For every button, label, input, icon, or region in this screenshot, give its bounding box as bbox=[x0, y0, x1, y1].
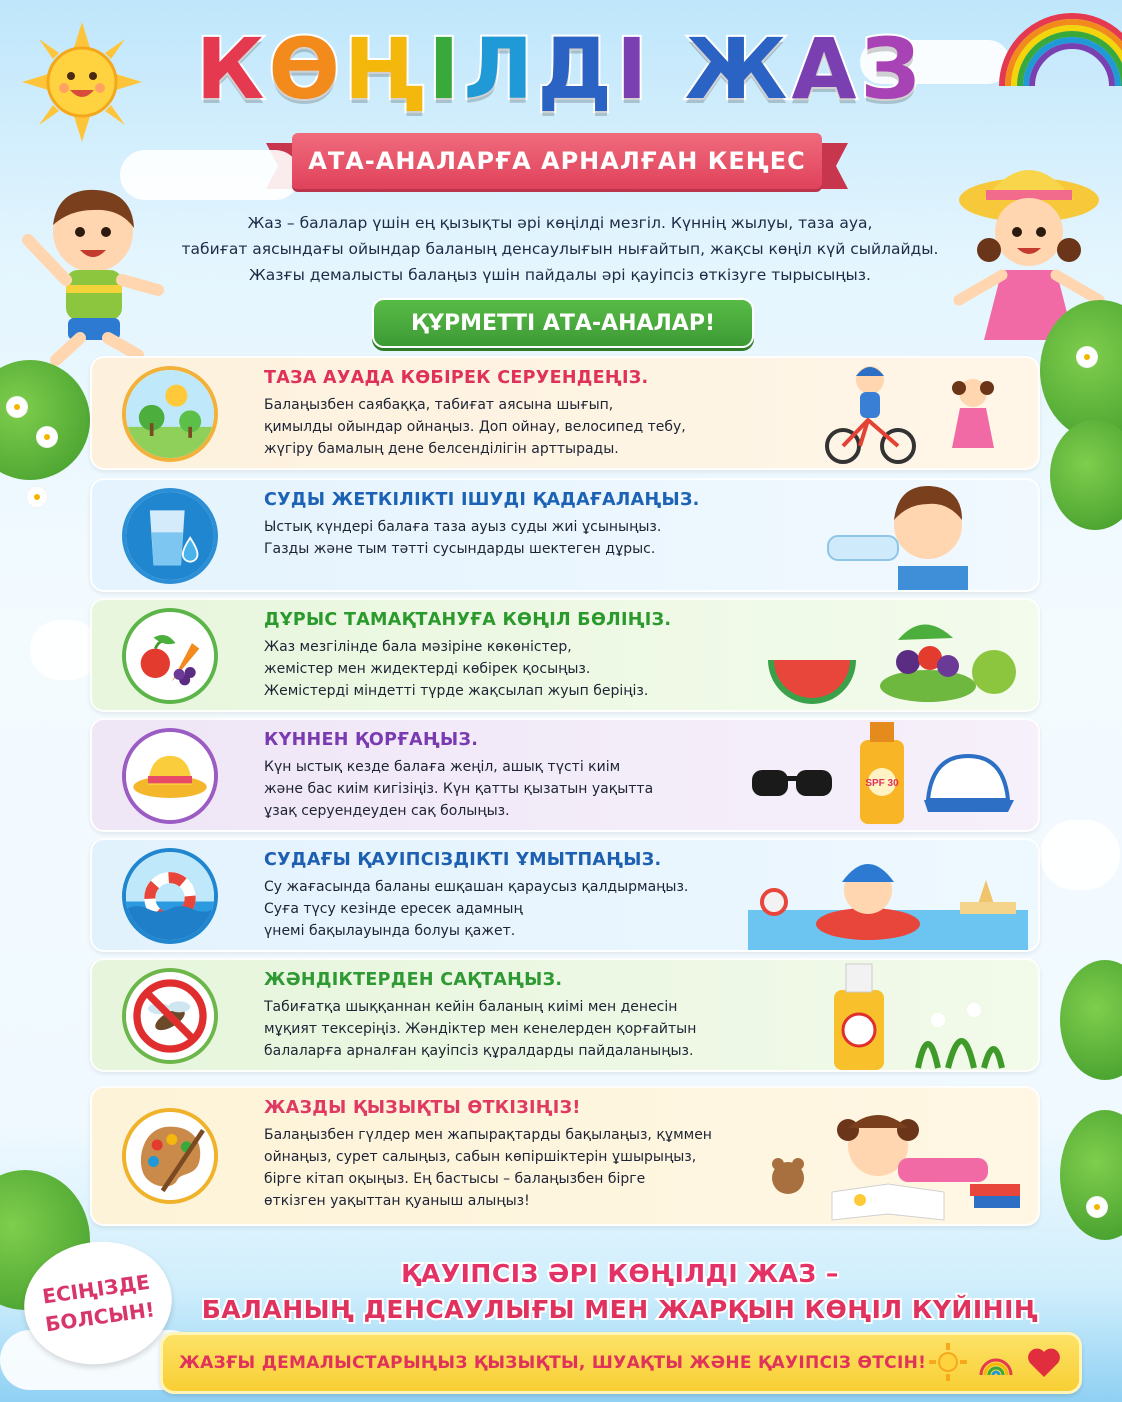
tip-line: мұқият тексеріңіз. Жәндіктер мен кенелерден қорғайтын bbox=[264, 1021, 697, 1037]
tip-line: балаларға арналған қауіпсіз құралдарды пайдаланыңыз. bbox=[264, 1043, 694, 1059]
tip-line: Суға түсу кезінде ересек адамның bbox=[264, 901, 523, 917]
repellent-illustration bbox=[748, 960, 1028, 1070]
tip-line: жүгіру бамалың дене белсенділігін арттырады. bbox=[264, 441, 619, 457]
title-letter: Ң bbox=[343, 20, 429, 118]
wish-text: ЖАЗҒЫ ДЕМАЛЫСТАРЫҢЫЗ ҚЫЗЫҚТЫ, ШУАҚТЫ ЖӘНЕ ҚАУІПСІЗ ӨТСІН! bbox=[179, 1353, 927, 1373]
tip-line: өткізген уақыттан қуаныш алыңыз! bbox=[264, 1193, 530, 1209]
vegetables-icon bbox=[122, 608, 218, 704]
closing-line: ҚАУІПСІЗ ӘРІ КӨҢІЛДІ ЖАЗ – bbox=[401, 1259, 839, 1288]
intro-line: табиғат аясындағы ойындар баланың денсаулығын нығайтып, жақсы көңіл күй сыйлайды. bbox=[181, 240, 939, 258]
tip-heading: ЖӘНДІКТЕРДЕН САҚТАҢЫЗ. bbox=[264, 970, 563, 990]
bush bbox=[0, 360, 90, 480]
tip-card-water bbox=[90, 478, 1040, 592]
page-title bbox=[160, 20, 960, 118]
water-glass-icon bbox=[122, 488, 218, 584]
tip-line: Жемістерді міндетті түрде жақсылап жуып беріңіз. bbox=[264, 683, 649, 699]
tip-line: Табиғатқа шыққаннан кейін баланың киімі мен денесін bbox=[264, 999, 678, 1015]
tip-line: Су жағасында баланы ешқашан қараусыз қалдырмаңыз. bbox=[264, 879, 689, 895]
tip-card-sun-protection bbox=[90, 718, 1040, 832]
sun-icon bbox=[929, 1343, 967, 1381]
tip-card-nutrition bbox=[90, 598, 1040, 712]
sun-hat-icon bbox=[122, 728, 218, 824]
fruits-illustration bbox=[748, 600, 1028, 710]
tip-line: ұзақ серуендеуден сақ болыңыз. bbox=[264, 803, 510, 819]
tip-line: Ыстық күндері балаға таза ауыз суды жиі ұсыныңыз. bbox=[264, 519, 662, 535]
tip-body bbox=[264, 756, 764, 822]
intro-line: Жаз – балалар үшін ең қызықты әрі көңілді мезгіл. Күннің жылуы, таза ауа, bbox=[247, 214, 873, 232]
daisy bbox=[1090, 1200, 1104, 1214]
rainbow-icon bbox=[992, 6, 1122, 86]
title-letter: І bbox=[616, 20, 652, 118]
cycling-kids-illustration bbox=[748, 358, 1028, 468]
closing-line: БАЛАНЫҢ ДЕНСАУЛЫҒЫ МЕН ЖАРҚЫН КӨҢІЛ КҮЙІНІҢ bbox=[201, 1295, 1039, 1324]
remember-line: БОЛСЫН! bbox=[43, 1297, 157, 1337]
tip-card-water-safety bbox=[90, 838, 1040, 952]
tip-body bbox=[264, 516, 764, 560]
daisy bbox=[30, 490, 44, 504]
greeting-text: ҚҰРМЕТТІ АТА-АНАЛАР! bbox=[411, 310, 715, 336]
subtitle: АТА-АНАЛАРҒА АРНАЛҒАН КЕҢЕС bbox=[308, 147, 806, 175]
swimming-kid-illustration bbox=[748, 840, 1028, 950]
title-letter: Ө bbox=[268, 20, 344, 118]
heart-icon bbox=[1025, 1343, 1063, 1381]
paint-palette-icon bbox=[122, 1108, 218, 1204]
tip-heading: СУДАҒЫ ҚАУІПСІЗДІКТІ ҰМЫТПАҢЫЗ. bbox=[264, 850, 662, 870]
tip-body bbox=[264, 636, 764, 702]
tip-heading: КҮННЕН ҚОРҒАҢЫЗ. bbox=[264, 730, 479, 750]
sun-protection-illustration bbox=[748, 720, 1028, 830]
tip-line: және бас киім кигізіңіз. Күн қатты қызатын уақытта bbox=[264, 781, 654, 797]
remember-line: ЕСІҢІЗДЕ bbox=[40, 1269, 152, 1309]
tip-heading: ТАЗА АУАДА КӨБІРЕК СЕРУЕНДЕҢІЗ. bbox=[264, 368, 649, 388]
tip-line: Балаңызбен гүлдер мен жапырақтарды бақылаңыз, құммен bbox=[264, 1127, 712, 1143]
tip-line: бірге кітап оқыңыз. Ең бастысы – балаңызбен бірге bbox=[264, 1171, 646, 1187]
tip-line: Газды және тым тәтті сусындарды шектеген дұрыс. bbox=[264, 541, 656, 557]
daisy bbox=[40, 430, 54, 444]
tip-heading: СУДЫ ЖЕТКІЛІКТІ ІШУДІ ҚАДАҒАЛАҢЫЗ. bbox=[264, 490, 700, 510]
tip-body bbox=[264, 876, 764, 942]
tip-heading: ЖАЗДЫ ҚЫЗЫҚТЫ ӨТКІЗІҢІЗ! bbox=[264, 1098, 581, 1118]
no-mosquito-icon bbox=[122, 968, 218, 1064]
title-letter: Ж bbox=[684, 20, 792, 118]
tip-line: үнемі бақылауында болуы қажет. bbox=[264, 923, 516, 939]
greeting-badge bbox=[372, 298, 754, 348]
intro-line: Жазғы демалысты балаңыз үшін пайдалы әрі қауіпсіз өткізуге тырысыңыз. bbox=[249, 266, 871, 284]
title-letter: К bbox=[195, 20, 269, 118]
title-letter: Л bbox=[463, 20, 538, 118]
boy-drinking-illustration bbox=[748, 480, 1028, 590]
drawing-girl-illustration bbox=[748, 1088, 1028, 1224]
title-letter: І bbox=[428, 20, 464, 118]
tip-card-fresh-air bbox=[90, 356, 1040, 470]
subtitle-ribbon bbox=[292, 133, 822, 189]
life-ring-icon bbox=[122, 848, 218, 944]
bush bbox=[1060, 1110, 1122, 1240]
daisy bbox=[1080, 350, 1094, 364]
title-letter: Д bbox=[537, 20, 617, 118]
park-icon bbox=[122, 366, 218, 462]
title-space bbox=[651, 20, 684, 118]
tip-body bbox=[264, 1124, 764, 1212]
tip-card-fun-summer bbox=[90, 1086, 1040, 1226]
daisy bbox=[10, 400, 24, 414]
tip-line: қимылды ойындар ойнаңыз. Доп ойнау, велосипед тебу, bbox=[264, 419, 686, 435]
bush bbox=[1050, 420, 1122, 530]
tip-line: Балаңызбен саябаққа, табиғат аясына шығып, bbox=[264, 397, 614, 413]
tip-line: жемістер мен жидектерді көбірек қосыңыз. bbox=[264, 661, 591, 677]
bush bbox=[1060, 960, 1122, 1080]
boy-illustration bbox=[8, 170, 178, 370]
tip-card-insects bbox=[90, 958, 1040, 1072]
title-letter: А bbox=[791, 20, 861, 118]
tip-body bbox=[264, 394, 764, 460]
cloud bbox=[1040, 820, 1120, 890]
tip-body bbox=[264, 996, 764, 1062]
rainbow-icon bbox=[977, 1343, 1015, 1381]
tip-line: Күн ыстық кезде балаға жеңіл, ашық түсті киім bbox=[264, 759, 621, 775]
tip-heading: ДҰРЫС ТАМАҚТАНУҒА КӨҢІЛ БӨЛІҢІЗ. bbox=[264, 610, 672, 630]
sun-icon bbox=[22, 22, 142, 142]
wish-banner bbox=[160, 1332, 1082, 1394]
tip-line: Жаз мезгілінде бала мәзіріне көкөністер, bbox=[264, 639, 572, 655]
title-letter: З bbox=[860, 20, 925, 118]
intro-paragraph bbox=[170, 210, 950, 288]
spf-label: SPF 30 bbox=[865, 778, 899, 789]
tip-line: ойнаңыз, сурет салыңыз, сабын көпіршіктерін ұшырыңыз, bbox=[264, 1149, 697, 1165]
